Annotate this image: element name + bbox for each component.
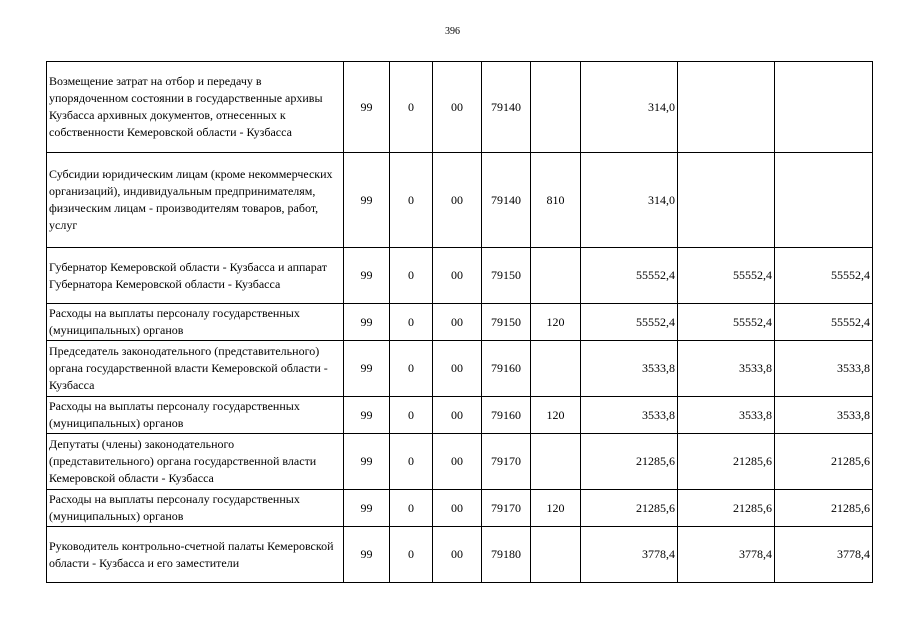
amount-year1-cell: 314,0 [581, 153, 678, 248]
program-code-cell: 99 [344, 341, 390, 397]
direction-code-cell: 79140 [482, 153, 531, 248]
group-code-cell: 00 [433, 153, 482, 248]
program-code-cell: 99 [344, 490, 390, 527]
table-row [47, 62, 873, 153]
direction-code-cell: 79180 [482, 527, 531, 583]
amount-year2-cell [678, 153, 775, 248]
amount-year3-cell [775, 62, 873, 153]
group-code-cell: 00 [433, 434, 482, 490]
table-row [47, 490, 873, 527]
group-code-cell: 00 [433, 62, 482, 153]
amount-year1-cell: 3533,8 [581, 341, 678, 397]
amount-year3-cell: 55552,4 [775, 304, 873, 341]
direction-code-cell: 79160 [482, 397, 531, 434]
expense-type-cell: 120 [531, 490, 581, 527]
amount-year1-cell: 3533,8 [581, 397, 678, 434]
program-code-cell: 99 [344, 304, 390, 341]
expense-type-cell: 810 [531, 153, 581, 248]
amount-year1-cell: 21285,6 [581, 490, 678, 527]
amount-year3-cell: 3533,8 [775, 341, 873, 397]
direction-code-cell: 79170 [482, 490, 531, 527]
expense-type-cell: 120 [531, 397, 581, 434]
amount-year3-cell: 21285,6 [775, 490, 873, 527]
group-code-cell: 00 [433, 490, 482, 527]
subprogram-code-cell: 0 [390, 153, 433, 248]
amount-year2-cell: 55552,4 [678, 304, 775, 341]
amount-year1-cell: 55552,4 [581, 248, 678, 304]
expense-type-cell [531, 527, 581, 583]
amount-year3-cell: 3533,8 [775, 397, 873, 434]
table-row [47, 397, 873, 434]
amount-year1-cell: 55552,4 [581, 304, 678, 341]
amount-year1-cell: 3778,4 [581, 527, 678, 583]
subprogram-code-cell: 0 [390, 248, 433, 304]
row-name-cell: Расходы на выплаты персоналу государственных (муниципальных) органов [47, 304, 344, 341]
row-name-cell: Расходы на выплаты персоналу государственных (муниципальных) органов [47, 397, 344, 434]
table-row [47, 434, 873, 490]
group-code-cell: 00 [433, 527, 482, 583]
program-code-cell: 99 [344, 397, 390, 434]
amount-year2-cell: 21285,6 [678, 490, 775, 527]
expense-type-cell [531, 434, 581, 490]
subprogram-code-cell: 0 [390, 490, 433, 527]
page-number: 396 [445, 26, 460, 37]
program-code-cell: 99 [344, 248, 390, 304]
table-row [47, 153, 873, 248]
row-name-cell: Депутаты (члены) законодательного (представительного) органа государственной власти Кемеровской области - Кузбасса [47, 434, 344, 490]
amount-year1-cell: 21285,6 [581, 434, 678, 490]
row-name-cell: Возмещение затрат на отбор и передачу в упорядоченном состоянии в государственные архивы Кузбасса архивных документов, отнесенных к собственности Кемеровской области - Кузбасса [47, 62, 344, 153]
program-code-cell: 99 [344, 434, 390, 490]
subprogram-code-cell: 0 [390, 397, 433, 434]
expense-type-cell [531, 248, 581, 304]
row-name-cell: Расходы на выплаты персоналу государственных (муниципальных) органов [47, 490, 344, 527]
amount-year3-cell: 3778,4 [775, 527, 873, 583]
row-name-cell: Губернатор Кемеровской области - Кузбасса и аппарат Губернатора Кемеровской области - Кузбасса [47, 248, 344, 304]
budget-table [46, 61, 873, 583]
amount-year2-cell [678, 62, 775, 153]
table-row [47, 304, 873, 341]
program-code-cell: 99 [344, 153, 390, 248]
program-code-cell: 99 [344, 62, 390, 153]
amount-year2-cell: 3778,4 [678, 527, 775, 583]
expense-type-cell [531, 341, 581, 397]
direction-code-cell: 79150 [482, 304, 531, 341]
program-code-cell: 99 [344, 527, 390, 583]
direction-code-cell: 79150 [482, 248, 531, 304]
subprogram-code-cell: 0 [390, 62, 433, 153]
amount-year2-cell: 3533,8 [678, 341, 775, 397]
subprogram-code-cell: 0 [390, 527, 433, 583]
group-code-cell: 00 [433, 341, 482, 397]
table-row [47, 248, 873, 304]
amount-year3-cell: 55552,4 [775, 248, 873, 304]
group-code-cell: 00 [433, 248, 482, 304]
expense-type-cell [531, 62, 581, 153]
table-row [47, 341, 873, 397]
row-name-cell: Руководитель контрольно-счетной палаты Кемеровской области - Кузбасса и его заместители [47, 527, 344, 583]
expense-type-cell: 120 [531, 304, 581, 341]
amount-year3-cell: 21285,6 [775, 434, 873, 490]
amount-year2-cell: 55552,4 [678, 248, 775, 304]
row-name-cell: Председатель законодательного (представительного) органа государственной власти Кемеровской области - Кузбасса [47, 341, 344, 397]
row-name-cell: Субсидии юридическим лицам (кроме некоммерческих организаций), индивидуальным предпринимателям, физическим лицам - производителям товаров, работ, услуг [47, 153, 344, 248]
group-code-cell: 00 [433, 304, 482, 341]
subprogram-code-cell: 0 [390, 434, 433, 490]
group-code-cell: 00 [433, 397, 482, 434]
subprogram-code-cell: 0 [390, 304, 433, 341]
amount-year2-cell: 21285,6 [678, 434, 775, 490]
direction-code-cell: 79160 [482, 341, 531, 397]
table-row [47, 527, 873, 583]
amount-year2-cell: 3533,8 [678, 397, 775, 434]
direction-code-cell: 79140 [482, 62, 531, 153]
direction-code-cell: 79170 [482, 434, 531, 490]
amount-year3-cell [775, 153, 873, 248]
amount-year1-cell: 314,0 [581, 62, 678, 153]
subprogram-code-cell: 0 [390, 341, 433, 397]
